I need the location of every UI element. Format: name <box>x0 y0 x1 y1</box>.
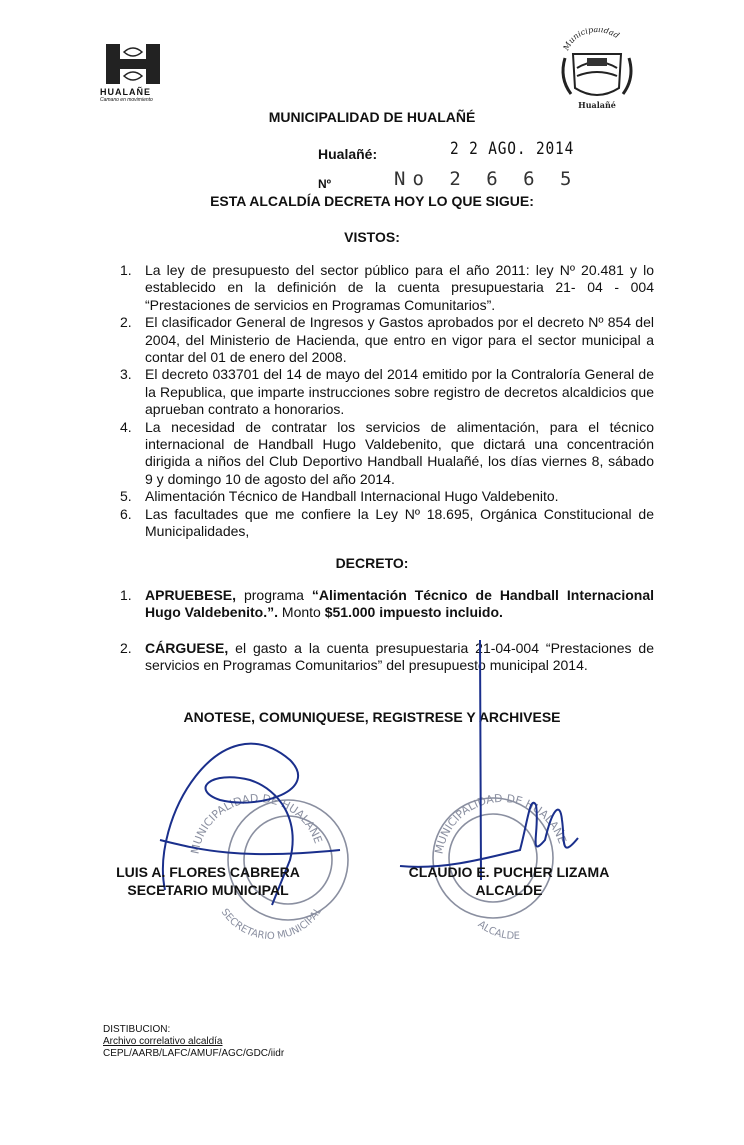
item-number: 3. <box>120 366 132 383</box>
decree-number-stamp: No 2 6 6 5 <box>394 168 579 190</box>
closing-statement: ANOTESE, COMUNIQUESE, REGISTRESE Y ARCHIVESE <box>183 709 561 725</box>
item-text: Alimentación Técnico de Handball Internacional Hugo Valdebenito. <box>145 488 559 505</box>
list-item <box>120 640 654 675</box>
item-text: La ley de presupuesto del sector público para el año 2011: ley Nº 20.481 y lo establecido en la definición de la cuenta presupuestaria 21- 04 - 004 “Prestaciones de servicios en Programas Comunitarios”. <box>145 262 654 313</box>
logo-slogan: Camano en movimiento <box>100 97 153 103</box>
item-number: 5. <box>120 488 132 505</box>
date-label: Hualañé: <box>318 146 378 162</box>
mayor-signature <box>400 640 578 880</box>
item-text: El decreto 033701 del 14 de mayo del 2014 emitido por la Contraloría General de la Republica, que imparte instrucciones sobre registro de decretos alcaldicios que aprueban contrato a honorarios. <box>145 366 654 418</box>
svg-text:Municipalidad <box>561 28 621 53</box>
secretary-stamp-text: MUNICIPALIDAD DE HUALAÑE <box>188 791 325 856</box>
item-number: 1. <box>120 587 132 603</box>
charge-keyword: CÁRGUESE, <box>145 639 229 656</box>
item-number: 6. <box>120 505 132 522</box>
mayor-stamp-bottom-text: ALCALDE <box>475 919 521 943</box>
program-name: “Alimentación Técnico de Handball Internacional Hugo Valdebenito.”. <box>145 587 655 621</box>
secretary-name: LUIS A. FLORES CABRERA <box>116 864 300 880</box>
svg-text:ALCALDE <box>476 919 521 942</box>
item-text: La necesidad de contratar los servicios de alimentación, para el técnico internacional de Handball Hugo Valdebenito, que dictará una concentración dirigida a niños del Club Deportivo Handball Hualañé, los días viernes 8, sábado 9 y domingo 10 de agosto del año 2014. <box>145 418 654 487</box>
municipal-seal <box>557 28 637 113</box>
list-item <box>120 314 654 366</box>
list-item <box>120 506 654 541</box>
list-item <box>120 366 654 418</box>
secretary-role: SECETARIO MUNICIPAL <box>127 882 289 898</box>
item-text: programa <box>236 587 312 603</box>
svg-text:MUNICIPALIDAD DE HUALAÑE <box>188 792 324 855</box>
list-item <box>120 587 654 622</box>
distribution-line: Archivo correlativo alcaldía <box>103 1036 223 1047</box>
municipal-logo <box>100 42 170 103</box>
decree-number-label: Nº <box>318 177 332 191</box>
distribution-block <box>103 1024 284 1060</box>
mayor-stamp-text: MUNICIPALIDAD DE HUALAÑE <box>432 791 569 856</box>
mayor-name: CLAUDIO E. PUCHER LIZAMA <box>408 864 610 880</box>
svg-text:SECRETARIO MUNICIPAL <box>219 905 325 942</box>
logo-name: HUALAÑE <box>100 87 151 97</box>
item-number: 4. <box>120 418 132 435</box>
list-item <box>120 262 654 314</box>
approve-keyword: APRUEBESE, <box>145 587 237 603</box>
date-stamp: 2 2 AGO. 2014 <box>450 139 575 159</box>
mayor-signature-block <box>398 863 620 899</box>
vistos-heading: VISTOS: <box>344 229 400 245</box>
distribution-initials: CEPL/AARB/LAFC/AMUF/AGC/GDC/iidr <box>103 1048 285 1059</box>
item-number: 1. <box>120 262 132 278</box>
amount: $51.000 impuesto incluido. <box>324 604 503 621</box>
hualane-h-logo-icon <box>104 42 162 86</box>
distribution-title: DISTIBUCION: <box>103 1024 171 1035</box>
decreto-heading: DECRETO: <box>335 555 409 571</box>
item-text: Las facultades que me confiere la Ley Nº 18.695, Orgánica Constitucional de Municipalidades, <box>145 505 654 540</box>
list-item <box>120 419 654 489</box>
item-number: 2. <box>120 314 132 331</box>
decree-intro: ESTA ALCALDÍA DECRETA HOY LO QUE SIGUE: <box>210 193 534 209</box>
page-title: MUNICIPALIDAD DE HUALAÑÉ <box>268 109 476 125</box>
mayor-role: ALCALDE <box>475 882 543 898</box>
coat-of-arms-icon <box>557 28 637 113</box>
svg-text:MUNICIPALIDAD DE HUALAÑE <box>432 792 568 855</box>
item-text: El clasificador General de Ingresos y Gastos aprobados por el decreto Nº 854 del 2004, del Ministerio de Hacienda, que entro en vigor para el sector municipal a contar del 01 de enero del 2008. <box>145 314 654 366</box>
vistos-list <box>120 262 654 541</box>
seal-top-text: Municipalidad <box>561 28 621 52</box>
secretary-stamp-bottom-text: SECRETARIO MUNICIPAL <box>218 905 325 943</box>
secretary-signature-block <box>108 863 308 899</box>
item-text: Monto <box>278 604 325 621</box>
item-text: el gasto a la cuenta presupuestaria 21-04-004 “Prestaciones de servicios en Programas Comunitarios” del presupuesto municipal 2014. <box>145 639 654 674</box>
seal-bottom-text: Hualañé <box>578 100 616 110</box>
item-number: 2. <box>120 639 132 656</box>
decreto-list <box>120 587 654 675</box>
list-item <box>120 488 654 505</box>
